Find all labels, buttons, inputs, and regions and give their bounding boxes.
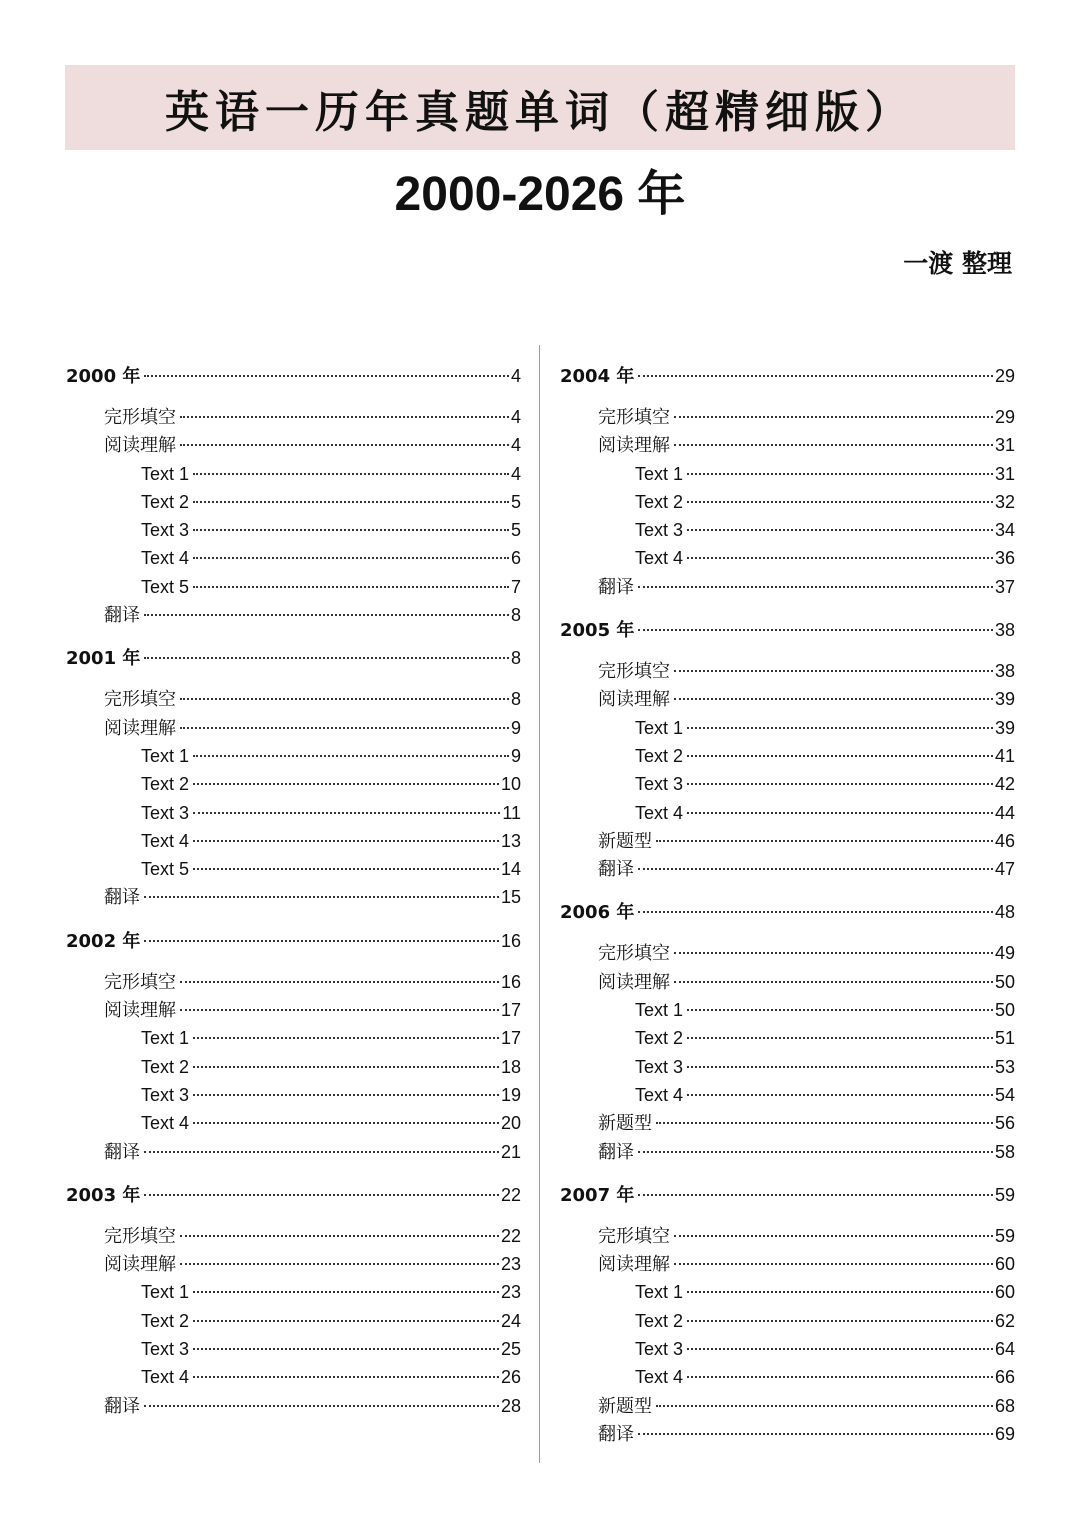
dot-leader [656, 1405, 993, 1407]
toc-entry-label: Text 2 [141, 1310, 190, 1331]
toc-section-entry[interactable] [66, 714, 521, 742]
toc-text-entry[interactable] [66, 488, 521, 516]
toc-section-entry[interactable] [66, 431, 521, 459]
title-banner [65, 65, 1015, 150]
toc-column-right [560, 361, 1015, 1448]
toc-text-entry[interactable] [560, 996, 1015, 1024]
author-credit: 一渡 整理 [903, 249, 1012, 278]
toc-page-number: 58 [994, 1141, 1015, 1162]
toc-page-number: 31 [994, 463, 1015, 484]
dot-leader [687, 1066, 993, 1068]
toc-text-entry[interactable] [560, 488, 1015, 516]
toc-section-entry[interactable] [560, 968, 1015, 996]
dot-leader [180, 1009, 499, 1011]
toc-section-entry[interactable] [560, 855, 1015, 883]
dot-leader [687, 1037, 993, 1039]
toc-entry-label: 翻译 [598, 576, 634, 598]
toc-page-number: 39 [994, 717, 1015, 738]
dot-leader [687, 501, 993, 503]
toc-page-number: 60 [994, 1282, 1015, 1303]
toc-page-number: 8 [510, 648, 521, 669]
toc-page-number: 17 [500, 1028, 521, 1049]
toc-entry-label: Text 2 [141, 774, 190, 795]
toc-page-number: 4 [510, 463, 521, 484]
dot-leader [638, 1151, 993, 1153]
dot-leader [638, 375, 993, 377]
toc-page-number: 11 [502, 802, 521, 823]
toc-section-entry[interactable] [560, 1138, 1015, 1166]
toc-entry-label: 阅读理解 [104, 717, 176, 739]
toc-page-number: 5 [510, 491, 521, 512]
toc-page-number: 7 [510, 576, 521, 597]
dot-leader [193, 783, 499, 785]
toc-section-entry[interactable] [66, 1392, 521, 1420]
toc-entry-label: Text 5 [141, 576, 190, 597]
dot-leader [193, 1037, 499, 1039]
dot-leader [193, 529, 509, 531]
toc-section-entry[interactable] [66, 1250, 521, 1278]
toc-text-entry[interactable] [66, 1363, 521, 1391]
toc-page-number: 39 [994, 689, 1015, 710]
toc-section-entry[interactable] [66, 996, 521, 1024]
toc-entry-label: 2004 年 [560, 366, 635, 387]
toc-entry-label: 2003 年 [66, 1184, 141, 1206]
toc-entry-label: Text 3 [635, 1056, 684, 1077]
toc-section-entry[interactable] [66, 403, 521, 431]
toc-entry-label: Text 4 [635, 1084, 684, 1105]
toc-entry-label: 翻译 [104, 1141, 140, 1163]
toc-entry-label: 阅读理解 [598, 435, 670, 457]
toc-entry-label: 完形填空 [104, 689, 176, 711]
toc-entry-label: Text 1 [141, 1028, 190, 1049]
toc-section-entry[interactable] [66, 883, 521, 911]
toc-year-entry[interactable] [560, 615, 1015, 646]
toc-year-entry[interactable] [66, 361, 521, 392]
toc-entry-label: Text 1 [141, 745, 190, 766]
toc-text-entry[interactable] [66, 1109, 521, 1137]
dot-leader [144, 657, 509, 659]
toc-text-entry[interactable] [66, 516, 521, 544]
dot-leader [193, 1376, 499, 1378]
dot-leader [193, 755, 509, 757]
dot-leader [674, 670, 993, 672]
toc-entry-label: 完形填空 [598, 407, 670, 428]
toc-page-number: 41 [994, 745, 1015, 766]
toc-entry-label: Text 2 [141, 491, 190, 512]
toc-page-number: 34 [994, 520, 1015, 541]
toc-entry-label: Text 3 [635, 520, 684, 541]
toc-page-number: 29 [994, 366, 1015, 386]
toc-page-number: 4 [510, 366, 521, 386]
toc-page-number: 9 [510, 745, 521, 766]
dot-leader [674, 444, 993, 446]
year-range-heading: 2000-2026 年 [394, 168, 686, 221]
toc-text-entry[interactable] [560, 1053, 1015, 1081]
toc-page-number: 60 [994, 1254, 1015, 1275]
dot-leader [193, 812, 500, 814]
toc-year-entry[interactable] [66, 1180, 521, 1211]
dot-leader [193, 1320, 499, 1322]
toc-page-number: 59 [994, 1225, 1015, 1246]
dot-leader [674, 698, 993, 700]
toc-entry-label: Text 4 [635, 1367, 684, 1388]
toc-year-entry[interactable] [66, 926, 521, 957]
dot-leader [193, 501, 509, 503]
toc-page-number: 26 [500, 1367, 521, 1388]
dot-leader [180, 1235, 499, 1237]
dot-leader [144, 940, 499, 942]
dot-leader [687, 812, 993, 814]
dot-leader [638, 1194, 993, 1196]
toc-entry-label: Text 2 [635, 745, 684, 766]
toc-entry-label: 阅读理解 [104, 435, 176, 457]
dot-leader [656, 840, 993, 842]
toc-page-number: 14 [500, 859, 521, 880]
toc-entry-label: 完形填空 [104, 971, 176, 993]
toc-page-number: 38 [994, 620, 1015, 641]
toc-entry-label: Text 1 [141, 463, 190, 484]
dot-leader [193, 473, 509, 475]
toc-page-number: 46 [994, 830, 1015, 851]
dot-leader [180, 1263, 499, 1265]
toc-section-entry[interactable] [560, 685, 1015, 713]
toc-page-number: 36 [994, 548, 1015, 569]
toc-text-entry[interactable] [560, 714, 1015, 742]
toc-text-entry[interactable] [66, 1307, 521, 1335]
toc-entry-label: Text 4 [141, 1113, 190, 1134]
dot-leader [687, 755, 993, 757]
toc-page-number: 18 [500, 1056, 521, 1077]
toc-section-entry[interactable] [66, 1222, 521, 1250]
toc-page-number: 51 [994, 1028, 1015, 1049]
toc-entry-label: Text 1 [635, 463, 684, 484]
toc-page-number: 50 [994, 971, 1015, 992]
toc-entry-label: 阅读理解 [598, 971, 670, 993]
dot-leader [144, 1194, 499, 1196]
toc-text-entry[interactable] [66, 742, 521, 770]
toc-entry-label: 翻译 [598, 1141, 634, 1163]
dot-leader [687, 1376, 993, 1378]
toc-year-entry[interactable] [560, 361, 1015, 392]
toc-page-number: 69 [994, 1423, 1015, 1444]
toc-entry-label: 阅读理解 [598, 1254, 670, 1276]
toc-entry-label: 翻译 [104, 887, 140, 909]
column-divider [539, 345, 540, 1463]
toc-page-number: 8 [510, 605, 521, 626]
toc-page-number: 28 [500, 1395, 521, 1416]
toc-page-number: 49 [994, 943, 1015, 964]
toc-page-number: 19 [500, 1084, 521, 1105]
toc-page-number: 44 [994, 802, 1015, 823]
dot-leader [638, 1433, 993, 1435]
dot-leader [638, 586, 993, 588]
toc-page-number: 15 [500, 887, 521, 908]
toc-entry-label: 2000 年 [66, 366, 141, 387]
toc-text-entry[interactable] [66, 544, 521, 572]
toc-text-entry[interactable] [560, 799, 1015, 827]
toc-entry-label: 2001 年 [66, 648, 141, 670]
toc-section-entry[interactable] [560, 1420, 1015, 1448]
toc-text-entry[interactable] [66, 799, 521, 827]
toc-entry-label: Text 3 [141, 1339, 190, 1360]
toc-text-entry[interactable] [560, 1363, 1015, 1391]
toc-entry-label: Text 3 [141, 802, 190, 823]
toc-text-entry[interactable] [560, 742, 1015, 770]
toc-page-number: 9 [510, 717, 521, 738]
toc-entry-label: 2007 年 [560, 1184, 635, 1206]
toc-page-number: 66 [994, 1367, 1015, 1388]
toc-page-number: 22 [500, 1225, 521, 1246]
toc-entry-label: 阅读理解 [598, 689, 670, 711]
toc-entry-label: Text 1 [635, 1000, 684, 1021]
toc-text-entry[interactable] [560, 770, 1015, 798]
toc-section-entry[interactable] [560, 403, 1015, 431]
toc-page-number: 10 [500, 774, 521, 795]
toc-text-entry[interactable] [66, 827, 521, 855]
toc-page-number: 68 [994, 1395, 1015, 1416]
dot-leader [638, 911, 993, 913]
toc-text-entry[interactable] [560, 460, 1015, 488]
toc-entry-label: 翻译 [104, 605, 140, 627]
dot-leader [687, 1009, 993, 1011]
dot-leader [687, 783, 993, 785]
toc-page-number: 16 [500, 930, 521, 951]
toc-section-entry[interactable] [560, 1250, 1015, 1278]
dot-leader [193, 1348, 499, 1350]
toc-section-entry[interactable] [66, 685, 521, 713]
dot-leader [180, 727, 509, 729]
toc-entry-label: Text 2 [635, 1028, 684, 1049]
toc-entry-label: 阅读理解 [104, 1254, 176, 1276]
dot-leader [144, 375, 509, 377]
toc-page-number: 8 [510, 689, 521, 710]
toc-entry-label: Text 1 [635, 1282, 684, 1303]
toc-year-entry[interactable] [560, 1180, 1015, 1211]
dot-leader [180, 981, 499, 983]
toc-text-entry[interactable] [560, 516, 1015, 544]
toc-section-entry[interactable] [560, 1222, 1015, 1250]
toc-section-entry[interactable] [560, 431, 1015, 459]
toc-page-number: 29 [994, 407, 1015, 427]
dot-leader [193, 586, 509, 588]
toc-text-entry[interactable] [66, 770, 521, 798]
toc-text-entry[interactable] [66, 1081, 521, 1109]
toc-page-number: 32 [994, 491, 1015, 512]
toc-page-number: 64 [994, 1339, 1015, 1360]
toc-entry-label: Text 4 [635, 802, 684, 823]
toc-text-entry[interactable] [560, 1024, 1015, 1052]
toc-page-number: 23 [500, 1254, 521, 1275]
toc-text-entry[interactable] [560, 1081, 1015, 1109]
toc-text-entry[interactable] [560, 1335, 1015, 1363]
toc-entry-label: Text 1 [141, 1282, 190, 1303]
toc-page-number: 5 [510, 520, 521, 541]
dot-leader [674, 1263, 993, 1265]
toc-entry-label: Text 2 [635, 491, 684, 512]
toc-text-entry[interactable] [66, 855, 521, 883]
dot-leader [674, 952, 993, 954]
toc-page-number: 62 [994, 1310, 1015, 1331]
dot-leader [144, 896, 499, 898]
toc-page-number: 4 [510, 435, 521, 456]
toc-section-entry[interactable] [66, 1138, 521, 1166]
toc-section-entry[interactable] [560, 1109, 1015, 1137]
toc-entry-label: 2002 年 [66, 930, 141, 952]
toc-year-entry[interactable] [66, 643, 521, 674]
toc-entry-label: 2005 年 [560, 620, 635, 642]
toc-page-number: 37 [994, 576, 1015, 597]
toc-page-number: 17 [500, 1000, 521, 1021]
toc-entry-label: Text 1 [635, 717, 684, 738]
dot-leader [638, 868, 993, 870]
toc-entry-label: Text 3 [141, 520, 190, 541]
toc-page-number: 16 [500, 971, 521, 992]
document-title: 英语一历年真题单词（超精细版） [165, 86, 915, 138]
toc-page-number: 23 [500, 1282, 521, 1303]
toc-page-number: 54 [994, 1084, 1015, 1105]
toc-section-entry[interactable] [560, 827, 1015, 855]
dot-leader [180, 698, 509, 700]
toc-page-number: 21 [500, 1141, 521, 1162]
toc-text-entry[interactable] [560, 1307, 1015, 1335]
toc-entry-label: Text 4 [141, 548, 190, 569]
dot-leader [144, 614, 509, 616]
toc-page-number: 50 [994, 1000, 1015, 1021]
toc-text-entry[interactable] [66, 573, 521, 601]
toc-text-entry[interactable] [66, 1024, 521, 1052]
toc-entry-label: Text 4 [141, 830, 190, 851]
dot-leader [674, 416, 993, 418]
dot-leader [144, 1151, 499, 1153]
toc-text-entry[interactable] [560, 1278, 1015, 1306]
dot-leader [687, 473, 993, 475]
toc-entry-label: 翻译 [598, 859, 634, 881]
toc-entry-label: Text 3 [141, 1084, 190, 1105]
dot-leader [193, 1291, 499, 1293]
dot-leader [687, 1320, 993, 1322]
toc-page-number: 4 [510, 407, 521, 427]
dot-leader [193, 1094, 499, 1096]
toc-section-entry[interactable] [560, 1392, 1015, 1420]
toc-entry-label: 完形填空 [598, 1225, 670, 1247]
toc-page-number: 56 [994, 1113, 1015, 1134]
toc-page-number: 24 [500, 1310, 521, 1331]
toc-page-number: 59 [994, 1184, 1015, 1205]
toc-entry-label: 完形填空 [104, 1225, 176, 1247]
dot-leader [180, 444, 509, 446]
toc-text-entry[interactable] [66, 1278, 521, 1306]
dot-leader [674, 1235, 993, 1237]
dot-leader [687, 727, 993, 729]
toc-section-entry[interactable] [66, 601, 521, 629]
dot-leader [193, 1122, 499, 1124]
toc-entry-label: 阅读理解 [104, 1000, 176, 1022]
dot-leader [687, 1291, 993, 1293]
toc-page-number: 47 [994, 859, 1015, 880]
toc-text-entry[interactable] [66, 460, 521, 488]
toc-page-number: 48 [994, 902, 1015, 923]
dot-leader [193, 840, 499, 842]
toc-entry-label: Text 2 [141, 1056, 190, 1077]
toc-page-number: 22 [500, 1184, 521, 1205]
dot-leader [687, 1348, 993, 1350]
toc-entry-label: 完形填空 [104, 407, 176, 428]
dot-leader [193, 557, 509, 559]
toc-page-number: 38 [994, 661, 1015, 682]
toc-section-entry[interactable] [560, 573, 1015, 601]
dot-leader [656, 1122, 993, 1124]
dot-leader [193, 1066, 499, 1068]
toc-entry-label: Text 2 [635, 1310, 684, 1331]
dot-leader [687, 529, 993, 531]
toc-entry-label: 翻译 [598, 1423, 634, 1445]
dot-leader [180, 416, 509, 418]
toc-entry-label: Text 3 [635, 774, 684, 795]
dot-leader [674, 981, 993, 983]
toc-entry-label: Text 5 [141, 859, 190, 880]
toc-text-entry[interactable] [66, 1335, 521, 1363]
dot-leader [144, 1405, 499, 1407]
toc-entry-label: Text 3 [635, 1339, 684, 1360]
toc-entry-label: 翻译 [104, 1395, 140, 1417]
dot-leader [687, 1094, 993, 1096]
toc-text-entry[interactable] [66, 1053, 521, 1081]
toc-page-number: 53 [994, 1056, 1015, 1077]
dot-leader [638, 629, 993, 631]
toc-text-entry[interactable] [560, 544, 1015, 572]
toc-entry-label: Text 4 [141, 1367, 190, 1388]
toc-page-number: 25 [500, 1339, 521, 1360]
toc-year-entry[interactable] [560, 897, 1015, 928]
toc-entry-label: 完形填空 [598, 661, 670, 683]
toc-section-entry[interactable] [560, 939, 1015, 967]
toc-entry-label: 完形填空 [598, 943, 670, 965]
toc-column-left [66, 361, 521, 1420]
toc-page-number: 42 [994, 774, 1015, 795]
toc-entry-label: 新题型 [598, 1395, 652, 1417]
toc-entry-label: 2006 年 [560, 902, 635, 924]
toc-section-entry[interactable] [66, 968, 521, 996]
toc-page-number: 20 [500, 1113, 521, 1134]
toc-entry-label: 新题型 [598, 830, 652, 852]
toc-entry-label: Text 4 [635, 548, 684, 569]
dot-leader [687, 557, 993, 559]
toc-section-entry[interactable] [560, 657, 1015, 685]
dot-leader [193, 868, 499, 870]
toc-page-number: 6 [510, 548, 521, 569]
toc-page-number: 13 [500, 830, 521, 851]
toc-entry-label: 新题型 [598, 1113, 652, 1135]
toc-page-number: 31 [994, 435, 1015, 456]
